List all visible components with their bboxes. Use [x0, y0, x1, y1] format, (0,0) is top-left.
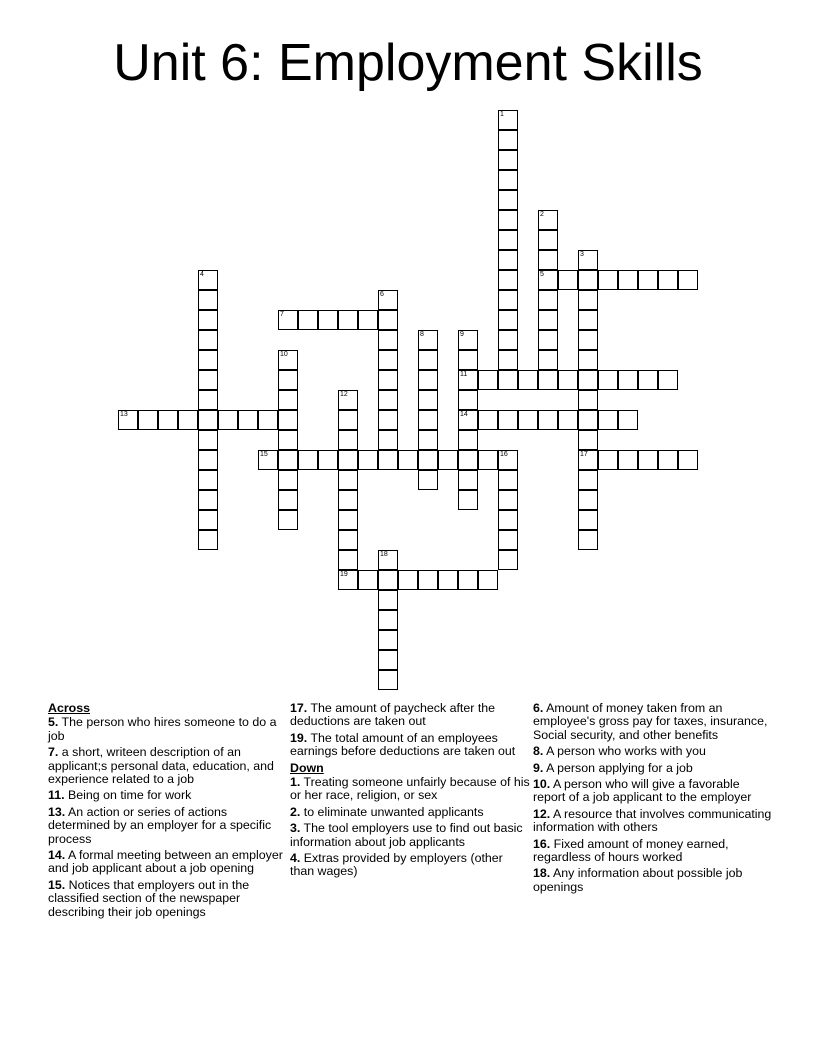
- down-clue: [533, 867, 773, 894]
- grid-cell[interactable]: [438, 450, 458, 470]
- grid-cell[interactable]: [278, 410, 298, 430]
- clue-number-label: 11.: [48, 788, 65, 803]
- clues-column-2: [290, 702, 530, 882]
- grid-cell[interactable]: [338, 550, 358, 570]
- grid-cell[interactable]: [578, 530, 598, 550]
- clue-number: 14: [460, 411, 468, 418]
- clue-text: Fixed amount of money earned, regardless of hours worked: [533, 836, 729, 865]
- grid-cell[interactable]: [358, 450, 378, 470]
- grid-cell[interactable]: [678, 270, 698, 290]
- across-clue: [48, 746, 288, 786]
- grid-cell[interactable]: [198, 390, 218, 410]
- clue-number: 8: [420, 331, 424, 338]
- clue-number: 12: [340, 391, 348, 398]
- grid-cell[interactable]: [258, 410, 278, 430]
- clue-number-label: 10.: [533, 777, 551, 792]
- grid-cell[interactable]: [498, 150, 518, 170]
- across-clue: [48, 849, 288, 876]
- clue-text: The person who hires someone to do a job: [48, 715, 277, 743]
- clue-text: An action or series of actions determined by an employer for a specific process: [48, 804, 272, 846]
- grid-cell[interactable]: [578, 310, 598, 330]
- down-clue: [533, 808, 773, 835]
- grid-cell[interactable]: [538, 270, 558, 290]
- grid-cell[interactable]: [378, 330, 398, 350]
- clue-number: 5: [540, 271, 544, 278]
- clue-number: 7: [280, 311, 284, 318]
- grid-cell[interactable]: [598, 410, 618, 430]
- grid-cell[interactable]: [378, 390, 398, 410]
- grid-cell[interactable]: [518, 410, 538, 430]
- clue-text: Extras provided by employers (other than wages): [290, 851, 503, 879]
- grid-cell[interactable]: [378, 590, 398, 610]
- grid-cell[interactable]: [378, 550, 398, 570]
- clue-number-label: 7.: [48, 745, 59, 760]
- grid-cell[interactable]: [358, 570, 378, 590]
- down-clue: [533, 762, 773, 775]
- grid-cell[interactable]: [358, 310, 378, 330]
- grid-cell[interactable]: [438, 570, 458, 590]
- clue-number: 18: [380, 551, 388, 558]
- clue-number-label: 12.: [533, 806, 551, 821]
- grid-cell[interactable]: [498, 530, 518, 550]
- grid-cell[interactable]: [198, 430, 218, 450]
- grid-cell[interactable]: [238, 410, 258, 430]
- grid-cell[interactable]: [378, 650, 398, 670]
- grid-cell[interactable]: [198, 310, 218, 330]
- grid-cell[interactable]: [518, 370, 538, 390]
- clue-text: The total amount of an employees earnings before deductions are taken out: [290, 730, 516, 759]
- clue-text: Amount of money taken from an employee's gross pay for taxes, insurance, Social security, and other benefits: [533, 701, 768, 742]
- grid-cell[interactable]: [498, 370, 518, 390]
- clue-number-label: 13.: [48, 804, 66, 819]
- grid-cell[interactable]: [338, 450, 358, 470]
- grid-cell[interactable]: [578, 250, 598, 270]
- clues-column-3: [533, 702, 773, 897]
- clue-number: 11: [460, 371, 468, 378]
- grid-cell[interactable]: [378, 610, 398, 630]
- clue-number-label: 19.: [290, 730, 308, 745]
- clue-text: The tool employers use to find out basic information about job applicants: [290, 821, 523, 849]
- grid-cell[interactable]: [418, 390, 438, 410]
- grid-cell[interactable]: [498, 270, 518, 290]
- grid-cell[interactable]: [278, 370, 298, 390]
- grid-cell[interactable]: [378, 370, 398, 390]
- grid-cell[interactable]: [498, 330, 518, 350]
- clues-column-1: [48, 702, 288, 922]
- grid-cell[interactable]: [338, 430, 358, 450]
- grid-cell[interactable]: [418, 410, 438, 430]
- grid-cell[interactable]: [338, 570, 358, 590]
- page-title: Unit 6: Employment Skills: [113, 34, 703, 92]
- clue-number: 19: [340, 571, 348, 578]
- grid-cell[interactable]: [458, 410, 478, 430]
- grid-cell[interactable]: [498, 170, 518, 190]
- across-header: Across: [48, 701, 91, 715]
- grid-cell[interactable]: [118, 410, 138, 430]
- grid-cell[interactable]: [498, 210, 518, 230]
- clue-number: 10: [280, 351, 288, 358]
- grid-cell[interactable]: [538, 330, 558, 350]
- clue-number-label: 8.: [533, 744, 544, 759]
- grid-cell[interactable]: [558, 270, 578, 290]
- clue-text: Any information about possible job openings: [533, 866, 743, 894]
- clue-text: to eliminate unwanted applicants: [300, 804, 484, 819]
- grid-cell[interactable]: [198, 470, 218, 490]
- grid-cell[interactable]: [318, 310, 338, 330]
- clue-number-label: 18.: [533, 866, 551, 881]
- across-clue: [48, 879, 288, 919]
- grid-cell[interactable]: [658, 370, 678, 390]
- grid-cell[interactable]: [198, 490, 218, 510]
- grid-cell[interactable]: [658, 450, 678, 470]
- down-clue: [290, 822, 530, 849]
- grid-cell[interactable]: [618, 450, 638, 470]
- grid-cell[interactable]: [458, 390, 478, 410]
- grid-cell[interactable]: [498, 310, 518, 330]
- grid-cell[interactable]: [538, 370, 558, 390]
- grid-cell[interactable]: [578, 270, 598, 290]
- grid-cell[interactable]: [458, 350, 478, 370]
- clue-number: 9: [460, 331, 464, 338]
- grid-cell[interactable]: [378, 350, 398, 370]
- grid-cell[interactable]: [578, 290, 598, 310]
- grid-cell[interactable]: [418, 330, 438, 350]
- clue-number: 6: [380, 291, 384, 298]
- grid-cell[interactable]: [498, 510, 518, 530]
- grid-cell[interactable]: [498, 110, 518, 130]
- clue-number: 15: [260, 451, 268, 458]
- grid-cell[interactable]: [378, 430, 398, 450]
- grid-cell[interactable]: [378, 570, 398, 590]
- grid-cell[interactable]: [538, 230, 558, 250]
- grid-cell[interactable]: [578, 330, 598, 350]
- down-clue: [290, 806, 530, 819]
- grid-cell[interactable]: [298, 310, 318, 330]
- across-clue: [48, 806, 288, 846]
- grid-cell[interactable]: [338, 470, 358, 490]
- clue-number-label: 4.: [290, 851, 301, 866]
- grid-cell[interactable]: [378, 450, 398, 470]
- grid-cell[interactable]: [498, 410, 518, 430]
- grid-cell[interactable]: [558, 410, 578, 430]
- grid-cell[interactable]: [378, 290, 398, 310]
- grid-cell[interactable]: [198, 370, 218, 390]
- grid-cell[interactable]: [278, 310, 298, 330]
- grid-cell[interactable]: [598, 450, 618, 470]
- grid-cell[interactable]: [198, 350, 218, 370]
- grid-cell[interactable]: [418, 450, 438, 470]
- grid-cell[interactable]: [538, 290, 558, 310]
- grid-cell[interactable]: [538, 350, 558, 370]
- grid-cell[interactable]: [638, 370, 658, 390]
- grid-cell[interactable]: [338, 530, 358, 550]
- grid-cell[interactable]: [498, 350, 518, 370]
- grid-cell[interactable]: [458, 490, 478, 510]
- grid-cell[interactable]: [558, 370, 578, 390]
- grid-cell[interactable]: [578, 490, 598, 510]
- grid-cell[interactable]: [538, 410, 558, 430]
- grid-cell[interactable]: [198, 450, 218, 470]
- down-clues-part-2: [533, 702, 773, 894]
- grid-cell[interactable]: [378, 630, 398, 650]
- grid-cell[interactable]: [418, 350, 438, 370]
- grid-cell[interactable]: [198, 270, 218, 290]
- down-clue: [533, 702, 773, 742]
- clue-number-label: 1.: [290, 775, 301, 790]
- down-clue: [533, 838, 773, 865]
- grid-cell[interactable]: [178, 410, 198, 430]
- grid-cell[interactable]: [338, 410, 358, 430]
- across-clue: [48, 716, 288, 743]
- grid-cell[interactable]: [578, 390, 598, 410]
- clue-text: Notices that employers out in the classified section of the newspaper describing their job openings: [48, 877, 250, 919]
- clue-text: A person who works with you: [543, 744, 706, 759]
- clue-number-label: 3.: [290, 821, 301, 836]
- grid-cell[interactable]: [578, 470, 598, 490]
- down-clue: [533, 778, 773, 805]
- across-clues-part-2: [290, 702, 530, 759]
- grid-cell[interactable]: [338, 390, 358, 410]
- grid-cell[interactable]: [578, 370, 598, 390]
- grid-cell[interactable]: [458, 570, 478, 590]
- across-clue: [290, 702, 530, 729]
- across-clue: [48, 789, 288, 802]
- grid-cell[interactable]: [458, 450, 478, 470]
- clue-number-label: 16.: [533, 836, 551, 851]
- grid-cell[interactable]: [338, 490, 358, 510]
- clue-number-label: 5.: [48, 715, 59, 730]
- grid-cell[interactable]: [498, 250, 518, 270]
- down-clue: [290, 776, 530, 803]
- grid-cell[interactable]: [298, 450, 318, 470]
- clue-text: A person applying for a job: [543, 760, 693, 775]
- grid-cell[interactable]: [338, 310, 358, 330]
- grid-cell[interactable]: [538, 210, 558, 230]
- down-header: Down: [290, 760, 324, 775]
- grid-cell[interactable]: [578, 410, 598, 430]
- grid-cell[interactable]: [138, 410, 158, 430]
- grid-cell[interactable]: [278, 510, 298, 530]
- grid-cell[interactable]: [338, 510, 358, 530]
- clue-text: Treating someone unfairly because of his or her race, religion, or sex: [290, 775, 530, 803]
- grid-cell[interactable]: [658, 270, 678, 290]
- clue-number: 13: [120, 411, 128, 418]
- clue-number-label: 15.: [48, 877, 66, 892]
- clue-text: a short, writeen description of an applicant;s personal data, education, and experience related to a job: [48, 745, 274, 787]
- grid-cell[interactable]: [458, 370, 478, 390]
- grid-cell[interactable]: [498, 490, 518, 510]
- grid-cell[interactable]: [618, 370, 638, 390]
- clue-number-label: 17.: [290, 701, 308, 715]
- grid-cell[interactable]: [258, 450, 278, 470]
- clue-number: 16: [500, 451, 508, 458]
- grid-cell[interactable]: [378, 310, 398, 330]
- clue-number: 2: [540, 211, 544, 218]
- grid-cell[interactable]: [498, 450, 518, 470]
- grid-cell[interactable]: [578, 510, 598, 530]
- clue-number-label: 6.: [533, 701, 544, 715]
- grid-cell[interactable]: [418, 370, 438, 390]
- grid-cell[interactable]: [538, 250, 558, 270]
- clue-number: 4: [200, 271, 204, 278]
- grid-cell[interactable]: [498, 190, 518, 210]
- clue-number-label: 9.: [533, 760, 544, 775]
- grid-cell[interactable]: [278, 350, 298, 370]
- grid-cell[interactable]: [478, 450, 498, 470]
- grid-cell[interactable]: [678, 450, 698, 470]
- grid-cell[interactable]: [618, 270, 638, 290]
- grid-cell[interactable]: [498, 230, 518, 250]
- clue-number-label: 2.: [290, 804, 301, 819]
- grid-cell[interactable]: [498, 130, 518, 150]
- grid-cell[interactable]: [398, 450, 418, 470]
- clue-text: The amount of paycheck after the deductions are taken out: [290, 701, 496, 729]
- grid-cell[interactable]: [418, 570, 438, 590]
- grid-cell[interactable]: [598, 370, 618, 390]
- grid-cell[interactable]: [578, 450, 598, 470]
- clue-number: 1: [500, 111, 504, 118]
- down-clue: [290, 852, 530, 879]
- grid-cell[interactable]: [478, 570, 498, 590]
- across-clue: [290, 732, 530, 759]
- grid-cell[interactable]: [638, 450, 658, 470]
- clue-number: 3: [580, 251, 584, 258]
- grid-cell[interactable]: [538, 310, 558, 330]
- grid-cell[interactable]: [198, 290, 218, 310]
- grid-cell[interactable]: [578, 430, 598, 450]
- grid-cell[interactable]: [278, 470, 298, 490]
- grid-cell[interactable]: [278, 450, 298, 470]
- grid-cell[interactable]: [458, 330, 478, 350]
- grid-cell[interactable]: [278, 490, 298, 510]
- grid-cell[interactable]: [198, 330, 218, 350]
- clue-text: Being on time for work: [64, 788, 192, 803]
- grid-cell[interactable]: [578, 350, 598, 370]
- grid-cell[interactable]: [458, 470, 478, 490]
- grid-cell[interactable]: [638, 270, 658, 290]
- grid-cell[interactable]: [278, 430, 298, 450]
- clue-text: A person who will give a favorable report of a job applicant to the employer: [533, 777, 752, 805]
- grid-cell[interactable]: [198, 530, 218, 550]
- grid-cell[interactable]: [498, 550, 518, 570]
- grid-cell[interactable]: [498, 470, 518, 490]
- clue-text: A resource that involves communicating information with others: [533, 806, 772, 835]
- grid-cell[interactable]: [478, 410, 498, 430]
- grid-cell[interactable]: [198, 410, 218, 430]
- grid-cell[interactable]: [418, 470, 438, 490]
- grid-cell[interactable]: [458, 430, 478, 450]
- grid-cell[interactable]: [598, 270, 618, 290]
- across-clues-part-1: [48, 716, 288, 919]
- grid-cell[interactable]: [318, 450, 338, 470]
- grid-cell[interactable]: [418, 430, 438, 450]
- grid-cell[interactable]: [618, 410, 638, 430]
- clue-number-label: 14.: [48, 848, 66, 863]
- clue-number: 17: [580, 451, 588, 458]
- grid-cell[interactable]: [278, 390, 298, 410]
- grid-cell[interactable]: [378, 410, 398, 430]
- grid-cell[interactable]: [158, 410, 178, 430]
- grid-cell[interactable]: [498, 290, 518, 310]
- grid-cell[interactable]: [398, 570, 418, 590]
- grid-cell[interactable]: [218, 410, 238, 430]
- clue-text: A formal meeting between an employer and job applicant about a job opening: [48, 848, 283, 876]
- grid-cell[interactable]: [198, 510, 218, 530]
- grid-cell[interactable]: [478, 370, 498, 390]
- grid-cell[interactable]: [378, 670, 398, 690]
- down-clue: [533, 745, 773, 758]
- down-clues-part-1: [290, 776, 530, 879]
